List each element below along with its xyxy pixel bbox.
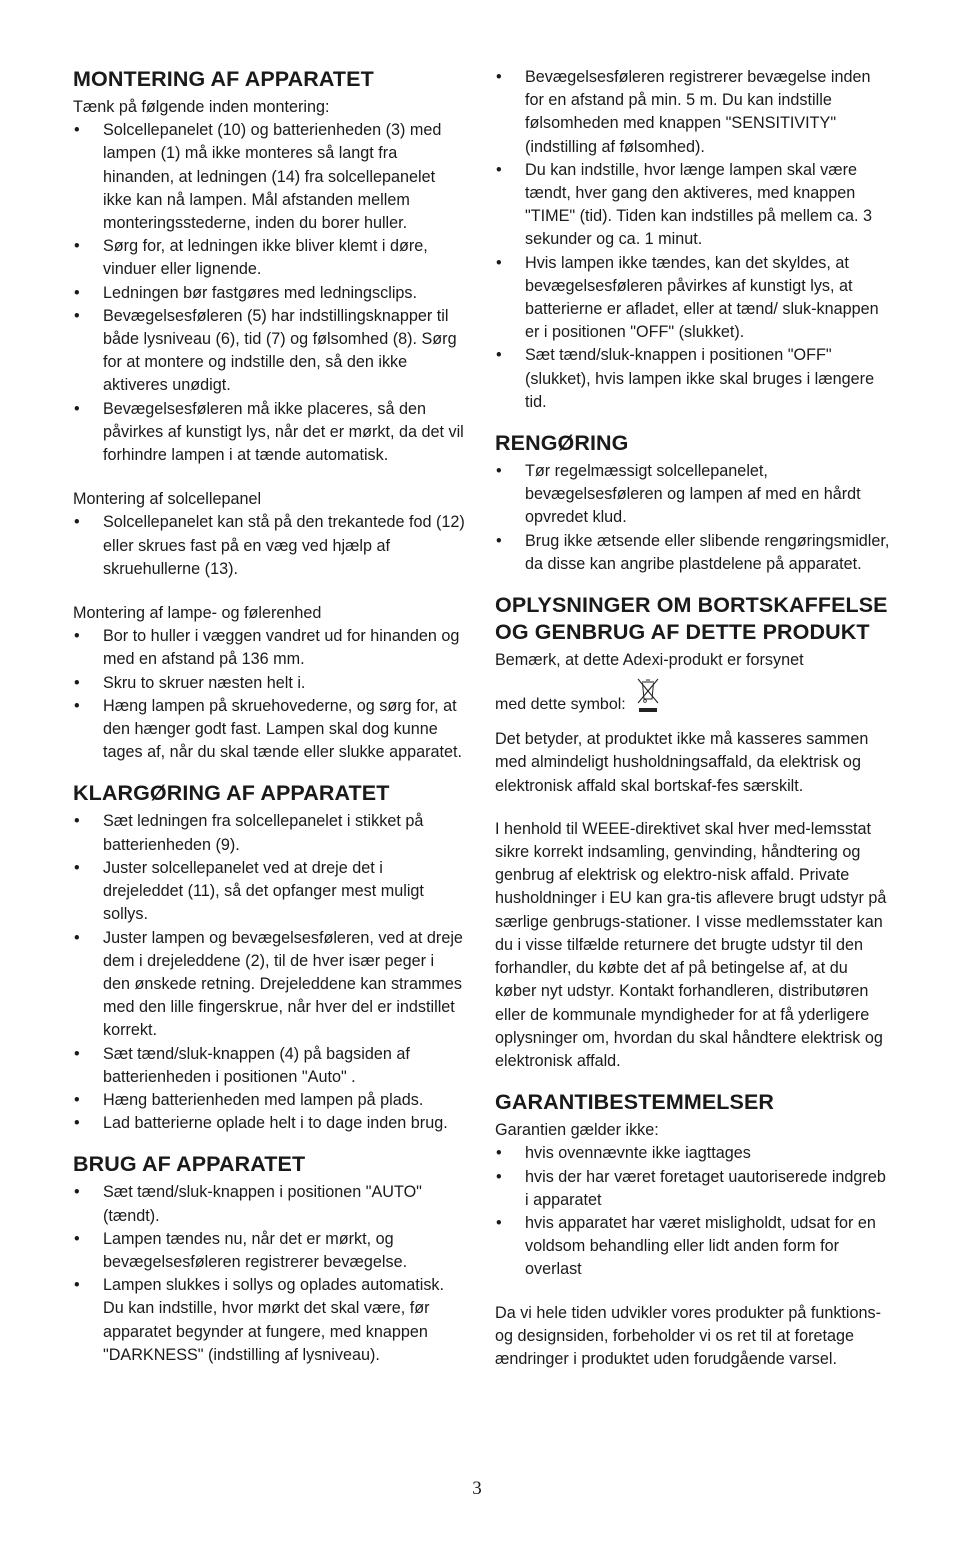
crossed-out-wheelie-bin-icon [636, 678, 660, 716]
list-item: • Lampen slukkes i sollys og oplades automatisk. Du kan indstille, hvor mørkt det skal være, før apparatet begynder at fungere, med knappen "DARKNESS" (indstilling af lysniveau). [73, 1274, 465, 1367]
garanti-list [495, 1142, 890, 1281]
left-column [73, 66, 465, 1383]
list-item: • Hæng batterienheden med lampen på plads. [73, 1089, 465, 1112]
brug-list [73, 1181, 465, 1367]
garanti-intro: Garantien gælder ikke: [495, 1121, 659, 1140]
list-item: • Sæt ledningen fra solcellepanelet i stikket på batterienheden (9). [73, 810, 465, 856]
section-brug-continued [495, 66, 890, 414]
oplysninger-line1: Bemærk, at dette Adexi-produkt er forsynet [495, 651, 804, 670]
garanti-closing: Da vi hele tiden udvikler vores produkter på funktions- og designsiden, forbeholder vi os ret til at foretage ændringer i produktet uden forudgående varsel. [495, 1303, 882, 1368]
oplysninger-line2: med dette symbol: [495, 696, 626, 714]
list-item: • Sørg for, at ledningen ikke bliver klemt i døre, vinduer eller lignende. [73, 235, 465, 281]
montering-intro: Tænk på følgende inden montering: [73, 98, 330, 116]
list-item: • Bevægelsesføleren (5) har indstillingsknapper til både lysniveau (6), tid (7) og følsomhed (8). Sørg for at montere og indstille den, så den ikke aktiveres unødigt. [73, 305, 465, 398]
section-klargoring [73, 780, 465, 1135]
page-number: 3 [472, 1478, 482, 1499]
symbol-line [495, 678, 890, 716]
heading-klargoring: KLARGØRING AF APPARATET [73, 781, 390, 806]
section-brug [73, 1151, 465, 1367]
list-item: • Tør regelmæssigt solcellepanelet, bevægelsesføleren og lampen af med en hårdt opvredet klud. [495, 460, 890, 530]
list-item: • Sæt tænd/sluk-knappen i positionen "OFF" (slukket), hvis lampen ikke skal bruges i længere tid. [495, 344, 890, 414]
list-item: • Skru to skruer næsten helt i. [73, 672, 465, 695]
list-item: • Brug ikke ætsende eller slibende rengøringsmidler, da disse kan angribe plastdelene på apparatet. [495, 530, 890, 576]
section-rengoring [495, 430, 890, 576]
heading-garanti: GARANTIBESTEMMELSER [495, 1090, 775, 1115]
montering-list [73, 119, 465, 467]
rengoring-list [495, 460, 890, 576]
list-item: • Sæt tænd/sluk-knappen (4) på bagsiden af batterienheden i positionen "Auto" . [73, 1043, 465, 1089]
list-item: • Lad batterierne oplade helt i to dage inden brug. [73, 1112, 465, 1135]
section-garanti [495, 1089, 890, 1371]
list-item: • Du kan indstille, hvor længe lampen skal være tændt, hver gang den aktiveres, med knappen "TIME" (tid). Tiden kan indstilles på mellem ca. 3 sekunder og ca. 1 minut. [495, 159, 890, 252]
lampe-folerenhed-list [73, 625, 465, 764]
list-item: • Hæng lampen på skruehovederne, og sørg for, at den hænger godt fast. Lampen skal dog kunne tages af, når du skal tænde eller slukke apparatet. [73, 695, 465, 765]
list-item: • Solcellepanelet (10) og batterienheden (3) med lampen (1) må ikke monteres så langt fra hinanden, at ledningen (14) fra solcellepanelet ikke kan nå lampen. Mål afstanden mellem monteringsstederne, inden du borer huller. [73, 119, 465, 235]
heading-montering: MONTERING AF APPARATET [73, 67, 374, 91]
list-item: • hvis ovennævnte ikke iagttages [495, 1142, 890, 1165]
oplysninger-para1: Det betyder, at produktet ikke må kasseres sammen med almindeligt husholdningsaffald, da elektrisk og elektronisk affald skal bortskaf-fes særskilt. [495, 730, 869, 795]
solcellepanel-list [73, 511, 465, 581]
list-item: • Bevægelsesføleren registrerer bevægelse inden for en afstand på min. 5 m. Du kan indstille følsomheden med knappen "SENSITIVITY" (indstilling af følsomhed). [495, 66, 890, 159]
list-item: • Lampen tændes nu, når det er mørkt, og bevægelsesføleren registrerer bevægelse. [73, 1228, 465, 1274]
oplysninger-para2: I henhold til WEEE-direktivet skal hver med-lemsstat sikre korrekt indsamling, genvinding, håndtering og genbrug af elektrisk og elektro-nisk affald. Private husholdninger i EU kan gra-tis aflevere brugt udstyr på særlige genbrugs-stationer. I visse medlemsstater kan du i visse tilfælde returnere det brugte udstyr til den forhandler, du købte det af på betingelse af, at du køber nyt udstyr. Kontakt forhandleren, distributøren eller de kommunale myndigheder for at få yderligere oplysninger om, hvordan du skal håndtere elektrisk og elektronisk affald. [495, 819, 887, 1070]
list-item: • Juster solcellepanelet ved at dreje det i drejeleddet (11), så det opfanger mest muligt sollys. [73, 857, 465, 927]
sub-label-solcellepanel: Montering af solcellepanel [73, 490, 262, 509]
list-item: • Hvis lampen ikke tændes, kan det skyldes, at bevægelsesføleren påvirkes af kunstigt lys, at batterierne er afladet, eller at tænd/ sluk-knappen er i positionen "OFF" (slukket). [495, 252, 890, 345]
list-item: • hvis der har været foretaget uautoriserede indgreb i apparatet [495, 1166, 890, 1212]
section-oplysninger [495, 592, 890, 1073]
list-item: • Ledningen bør fastgøres med ledningsclips. [73, 282, 465, 305]
heading-brug: BRUG AF APPARATET [73, 1152, 306, 1177]
heading-oplysninger: OPLYSNINGER OM BORTSKAFFELSE OG GENBRUG AF DETTE PRODUKT [495, 593, 888, 645]
klargoring-list [73, 810, 465, 1135]
section-montering [73, 66, 465, 764]
right-column [495, 66, 890, 1387]
list-item: • Solcellepanelet kan stå på den trekantede fod (12) eller skrues fast på en væg ved hjælp af skruehullerne (13). [73, 511, 465, 581]
heading-rengoring: RENGØRING [495, 431, 629, 456]
list-item: • Bevægelsesføleren må ikke placeres, så den påvirkes af kunstigt lys, når det er mørkt, da det vil forhindre lampen i at tænde automatisk. [73, 398, 465, 468]
list-item: • Bor to huller i væggen vandret ud for hinanden og med en afstand på 136 mm. [73, 625, 465, 671]
brug-continued-list [495, 66, 890, 414]
list-item: • Juster lampen og bevægelsesføleren, ved at dreje dem i drejeleddene (2), til de hver især peger i den ønskede retning. Drejeleddene kan strammes med den lille fingerskrue, når hver del er indstillet korrekt. [73, 927, 465, 1043]
list-item: • hvis apparatet har været misligholdt, udsat for en voldsom behandling eller lidt anden form for overlast [495, 1212, 890, 1282]
sub-label-lampe-folerenhed: Montering af lampe- og følerenhed [73, 604, 322, 623]
list-item: • Sæt tænd/sluk-knappen i positionen "AUTO" (tændt). [73, 1181, 465, 1227]
